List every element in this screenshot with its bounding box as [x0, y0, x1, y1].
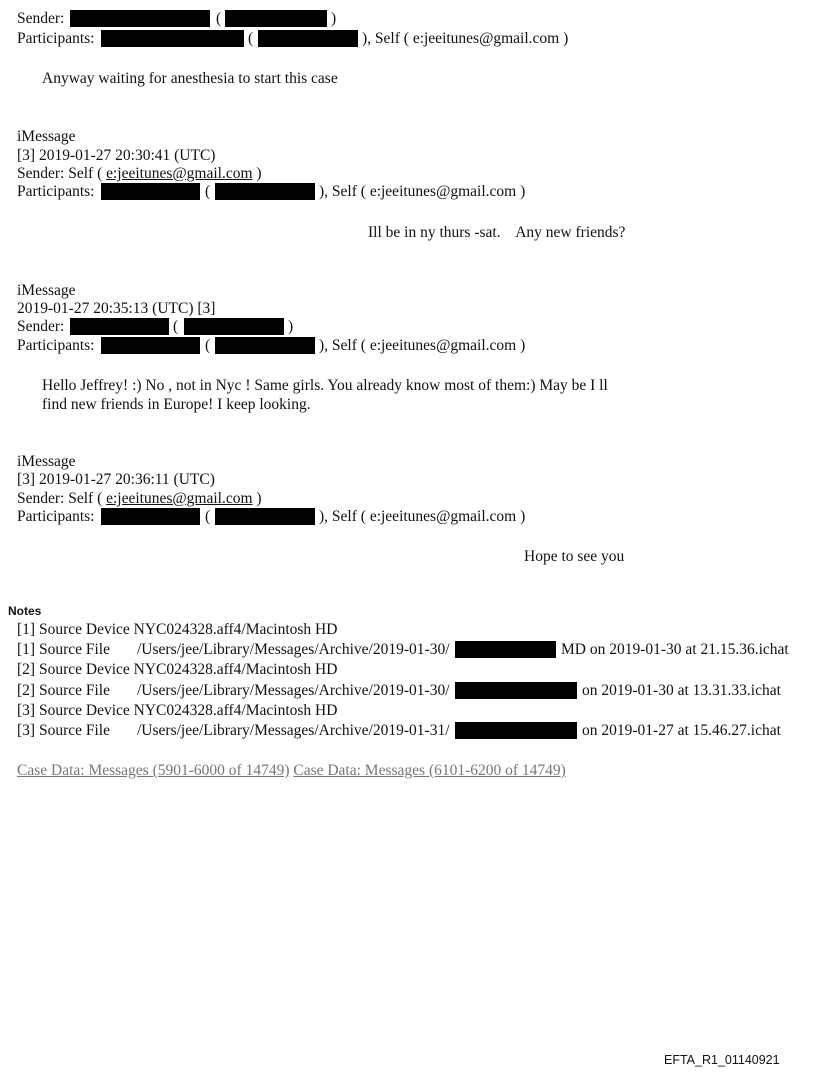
- note-label: Source File: [38, 682, 110, 699]
- paren-open: (: [205, 508, 211, 525]
- participants-row: [17, 336, 95, 355]
- paren-open: (: [248, 30, 254, 47]
- notes-row: [17, 701, 337, 720]
- message-service: iMessage: [17, 128, 76, 145]
- top-participants-row: [17, 29, 95, 48]
- note-ref: [3]: [17, 702, 36, 719]
- notes-row: [17, 660, 337, 679]
- redaction-box: [215, 183, 315, 200]
- sender-label: Sender:: [17, 318, 65, 335]
- message-text: Ill be in ny thurs -sat. Any new friends?: [368, 224, 626, 241]
- paren-open: (: [173, 318, 179, 335]
- sender-row: [17, 489, 262, 508]
- self-suffix: ): [563, 30, 569, 47]
- self-prefix: Self (: [68, 490, 103, 507]
- paren-open: (: [216, 10, 222, 27]
- paren-open: (: [205, 337, 211, 354]
- document-id: EFTA_R1_01140921: [664, 1053, 780, 1067]
- note-label: Source File: [38, 722, 110, 739]
- message-text: Hope to see you: [524, 548, 625, 565]
- note-suffix: on 2019-01-30 at 13.31.33.ichat: [582, 682, 781, 699]
- redaction-box: [101, 30, 244, 47]
- note-value: NYC024328.aff4/Macintosh HD: [133, 661, 338, 678]
- notes-row: [17, 721, 110, 740]
- message-timestamp: 2019-01-27 20:35:13 (UTC) [3]: [17, 300, 216, 317]
- notes-row: [17, 681, 110, 700]
- paren-open: (: [205, 183, 211, 200]
- redaction-box: [455, 641, 556, 658]
- note-suffix: on 2019-01-27 at 15.46.27.ichat: [582, 722, 781, 739]
- note-value: /Users/jee/Library/Messages/Archive/2019-01-30/: [137, 682, 450, 699]
- self-prefix: Self (: [374, 30, 409, 47]
- self-participant: ), Self ( e:jeeitunes@gmail.com ): [319, 183, 526, 200]
- note-ref: [2]: [17, 661, 36, 678]
- participants-label: Participants:: [17, 183, 95, 200]
- participants-label: Participants:: [17, 337, 95, 354]
- note-suffix: MD on 2019-01-30 at 21.15.36.ichat: [561, 641, 789, 658]
- self-suffix: ): [256, 165, 262, 182]
- redaction-box: [225, 10, 327, 27]
- note-label: Source Device: [38, 621, 130, 638]
- message-text: Hello Jeffrey! :) No , not in Nyc ! Same girls. You already know most of them:) May be I ll: [42, 377, 608, 394]
- redaction-box: [215, 337, 315, 354]
- notes-row: [17, 640, 110, 659]
- message-timestamp: [3] 2019-01-27 20:36:11 (UTC): [17, 471, 215, 488]
- self-email: e:jeeitunes@gmail.com: [106, 165, 253, 182]
- note-label: Source Device: [38, 702, 130, 719]
- note-ref: [3]: [17, 722, 36, 739]
- participants-row: [17, 182, 95, 201]
- redaction-box: [215, 508, 315, 525]
- self-suffix: ): [520, 508, 526, 525]
- participants-label: Participants:: [17, 30, 95, 47]
- top-sender-row: [17, 9, 64, 28]
- note-ref: [1]: [17, 621, 36, 638]
- note-value: /Users/jee/Library/Messages/Archive/2019-01-31/: [137, 722, 450, 739]
- redaction-box: [258, 30, 358, 47]
- redaction-box: [455, 682, 577, 699]
- self-participant: ), Self ( e:jeeitunes@gmail.com ): [319, 508, 526, 525]
- note-ref: [1]: [17, 641, 36, 658]
- note-label: Source File: [38, 641, 110, 658]
- redaction-box: [455, 722, 577, 739]
- redaction-box: [101, 337, 200, 354]
- sender-row: [17, 164, 262, 183]
- redaction-box: [184, 318, 284, 335]
- sender-label: Sender:: [17, 10, 65, 27]
- message-service: iMessage: [17, 453, 76, 470]
- self-prefix: Self (: [331, 508, 366, 525]
- note-value: NYC024328.aff4/Macintosh HD: [133, 702, 338, 719]
- participants-row: [17, 507, 95, 526]
- message-text: Anyway waiting for anesthesia to start this case: [42, 70, 338, 87]
- sender-row: [17, 317, 64, 336]
- notes-title: Notes: [8, 604, 42, 618]
- self-prefix: Self (: [331, 183, 366, 200]
- paren-close: ): [331, 10, 337, 27]
- self-prefix: Self (: [331, 337, 366, 354]
- self-suffix: ): [520, 183, 526, 200]
- self-participant: ), Self ( e:jeeitunes@gmail.com ): [319, 337, 526, 354]
- self-suffix: ): [520, 337, 526, 354]
- note-value: /Users/jee/Library/Messages/Archive/2019-01-30/: [137, 641, 450, 658]
- note-label: Source Device: [38, 661, 130, 678]
- case-data-nav: [17, 761, 566, 780]
- notes-row: [17, 620, 337, 639]
- sender-label: Sender:: [17, 490, 65, 507]
- self-prefix: Self (: [68, 165, 103, 182]
- paren-close: ): [288, 318, 294, 335]
- message-service: iMessage: [17, 282, 76, 299]
- note-value: NYC024328.aff4/Macintosh HD: [133, 621, 338, 638]
- sender-label: Sender:: [17, 165, 65, 182]
- redaction-box: [101, 183, 200, 200]
- redaction-box: [101, 508, 200, 525]
- message-text: find new friends in Europe! I keep looking.: [42, 396, 311, 413]
- message-timestamp: [3] 2019-01-27 20:30:41 (UTC): [17, 147, 216, 164]
- note-ref: [2]: [17, 682, 36, 699]
- self-email: e:jeeitunes@gmail.com: [369, 337, 517, 354]
- next-page-link[interactable]: Case Data: Messages (6101-6200 of 14749): [293, 762, 566, 779]
- redaction-box: [70, 318, 169, 335]
- participants-label: Participants:: [17, 508, 95, 525]
- self-suffix: ): [256, 490, 262, 507]
- self-email: e:jeeitunes@gmail.com: [369, 183, 517, 200]
- redaction-box: [70, 10, 210, 27]
- self-participant: ), Self ( e:jeeitunes@gmail.com ): [362, 30, 569, 47]
- self-email: e:jeeitunes@gmail.com: [412, 30, 560, 47]
- self-email: e:jeeitunes@gmail.com: [106, 490, 253, 507]
- self-email: e:jeeitunes@gmail.com: [369, 508, 517, 525]
- prev-page-link[interactable]: Case Data: Messages (5901-6000 of 14749): [17, 762, 290, 779]
